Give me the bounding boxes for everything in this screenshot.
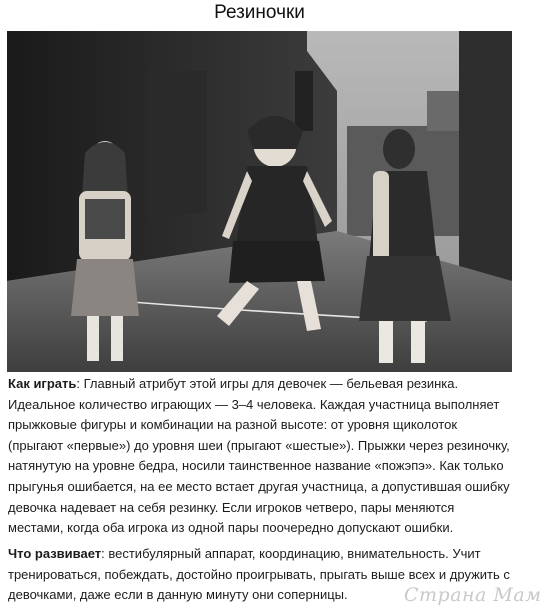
how-to-play-label: Как играть	[8, 376, 77, 391]
develops-label: Что развивает	[8, 546, 102, 561]
how-to-play-paragraph	[8, 374, 513, 539]
watermark: Страна Мам	[404, 584, 541, 606]
how-to-play-text: : Главный атрибут этой игры для девочек — бельевая резинка. Идеальное количество играющих — 3–4 человека. Каждая участница выполняет прыжковые фигуры и комбинации на разной высоте: от уровня щиколоток (прыгают «первые») до уровня шеи (прыгают «шестые»). Прыжки через резиночку, натянутую на уровне бедра, носили таинственное название «пожэпэ». Как только прыгунья ошибается, на ее место встает другая участница, а допустившая ошибку девочка надевает на себя резинку. Если игроков четверо, пары меняются местами, когда оба игрока из одной пары поочередно допускают ошибки.	[8, 376, 510, 536]
photo-illustration	[7, 31, 512, 372]
page-title: Резиночки	[214, 2, 305, 23]
photo-girls-jumping-elastic	[7, 31, 512, 372]
develops-text: : вестибулярный аппарат, координацию, внимательность. Учит тренироваться, побеждать, достойно проигрывать, прыгать выше всех и дружить с девочками, даже если в данную минуту они соперницы.	[8, 546, 510, 603]
